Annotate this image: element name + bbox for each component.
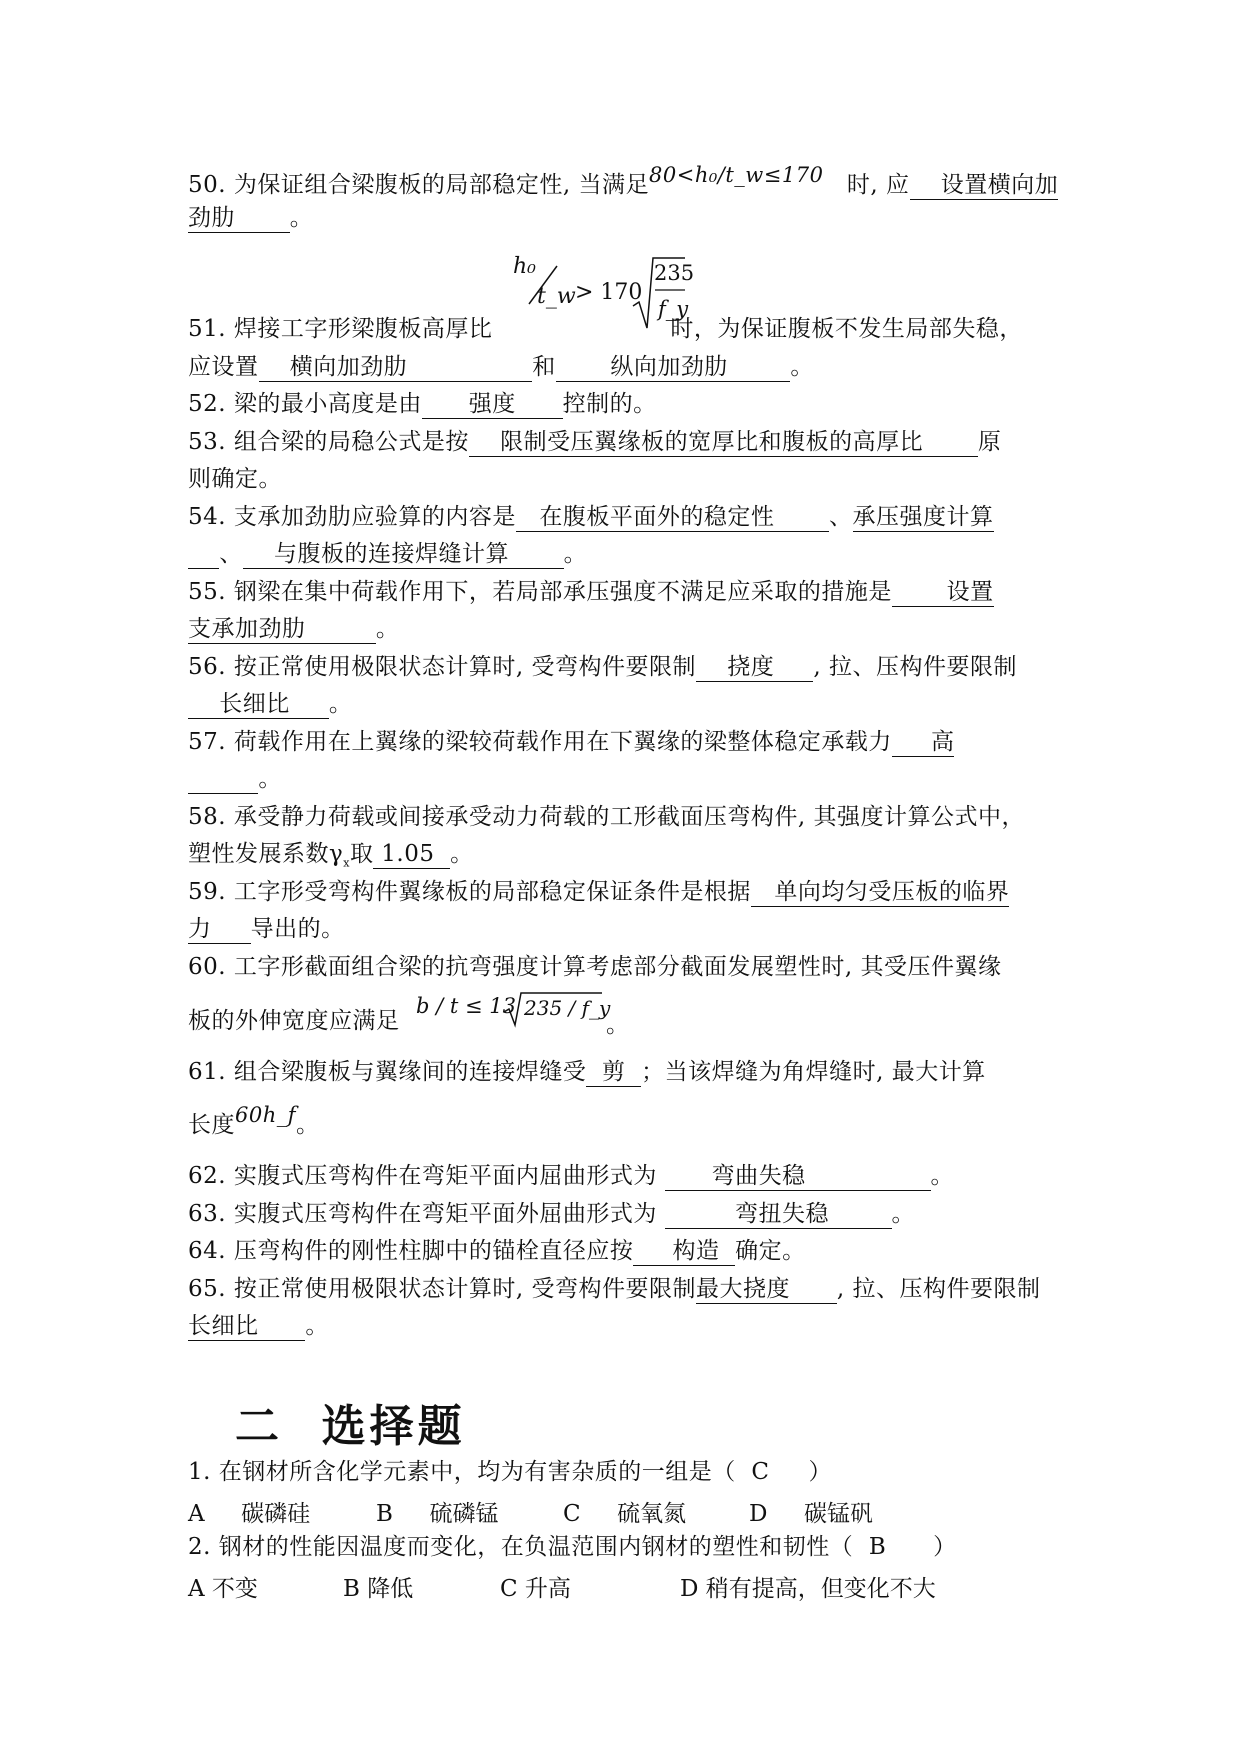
formula-operator: > 170 [575,280,643,305]
choice-1-option-b: B 硫磷锰 [376,1501,499,1527]
question-text: 取 [349,841,374,867]
question-60-line2 [188,1006,400,1036]
question-text: 57. 荷载作用在上翼缘的梁较荷载作用在下翼缘的梁整体稳定承载力 [188,729,892,755]
formula: 80<h₀/t_w≤170 [649,163,824,187]
answer: 长细比 [188,1313,306,1339]
question-text: 56. 按正常使用极限状态计算时, 受弯构件要限制 [188,654,697,680]
question-text: 53. 组合梁的局稳公式是按 [188,429,469,455]
question-text: 时，为保证腹板不发生局部失稳， [670,316,1023,342]
answer: 弯扭失稳 [664,1201,892,1227]
question-59-line1 [188,877,1009,907]
punctuation: 。 [790,354,814,380]
question-text: 应设置 [188,354,259,380]
question-65-line1 [188,1274,1041,1304]
sqrt-denominator: f_y [658,297,689,321]
punctuation: 。 [606,1012,629,1038]
fraction-denominator: t_w [537,284,576,309]
choice-1-option-d: D 碳锰矾 [749,1501,873,1527]
punctuation: 。 [450,841,474,867]
question-text: 和 [532,354,556,380]
question-text: ；当该焊缝为角焊缝时, 最大计算 [641,1059,986,1085]
choice-2-option-d: D 稍有提高，但变化不大 [680,1576,936,1602]
question-56-line2 [188,689,352,719]
answer: 限制受压翼缘板的宽厚比和腹板的高厚比 [468,429,978,455]
punctuation: 。 [930,1163,955,1189]
question-text: 则确定。 [188,466,282,492]
choice-2-option-c: C 升高 [500,1576,571,1602]
formula-lhs: b / t ≤ 13 [416,994,516,1018]
question-text: 原 [977,429,1002,455]
question-text: , 拉、压构件要限制 [836,1276,1041,1302]
answer [188,541,219,569]
question-text: 54. 支承加劲肋应验算的内容是 [188,504,516,530]
question-text: 63. 实腹式压弯构件在弯矩平面外屈曲形式为 [188,1201,657,1227]
question-text: 61. 组合梁腹板与翼缘间的连接焊缝受 [188,1059,587,1085]
answer: 弯曲失稳 [664,1163,931,1189]
answer: 最大挠度 [696,1276,837,1302]
answer: 在腹板平面外的稳定性 [515,504,830,530]
question-57-line2 [188,764,282,794]
question-text: 59. 工字形受弯构件翼缘板的局部稳定保证条件是根据 [188,879,751,905]
question-59-line2 [188,914,345,944]
question-56-line1 [188,652,1017,682]
question-61-line1 [188,1057,986,1087]
question-text: , 拉、压构件要限制 [813,654,1017,680]
question-65-line2 [188,1311,329,1341]
answer: 构造 [633,1238,736,1264]
answer: 劲肋 [188,205,290,231]
question-58-line1 [188,802,1025,832]
answer [188,766,258,794]
formula-radicand: 235 / f_y [524,996,611,1020]
choice-question-1: 1. 在钢材所含化学元素中，均为有害杂质的一组是（ C ） [188,1459,833,1485]
question-text: 确定。 [735,1238,806,1264]
question-text: 52. 梁的最小高度是由 [188,391,422,417]
question-62 [188,1161,954,1191]
punctuation: 、 [829,504,853,530]
question-54-line1 [188,502,994,532]
fraction-numerator: h₀ [513,254,536,279]
question-text: 控制的。 [562,391,657,417]
question-50-line2 [188,203,313,233]
question-text: 65. 按正常使用极限状态计算时, 受弯构件要限制 [188,1276,697,1302]
question-text: 62. 实腹式压弯构件在弯矩平面内屈曲形式为 [188,1163,657,1189]
question-text: 长度 [188,1112,235,1138]
punctuation: 。 [296,1112,320,1138]
question-text: 时, 应 [846,172,910,198]
answer: 设置横向加 [909,172,1059,198]
question-54-line2 [188,539,587,569]
answer: 剪 [586,1059,642,1085]
question-51-line2 [188,352,814,382]
question-text: 60. 工字形截面组合梁的抗弯强度计算考虑部分截面发展塑性时, 其受压件翼缘 [188,954,1002,980]
sqrt-numerator: 235 [654,261,695,285]
question-text: 51. 焊接工字形梁腹板高厚比 [188,316,493,342]
question-64 [188,1236,806,1266]
question-text: 58. 承受静力荷载或间接承受动力荷载的工形截面压弯构件, 其强度计算公式中， [188,804,1026,830]
question-60-line1 [188,952,1002,982]
answer: 与腹板的连接焊缝计算 [242,541,564,567]
answer: 设置 [891,579,994,605]
question-text: 塑性发展系数γ [188,841,344,867]
question-57-line1 [188,727,954,757]
choice-question-2: 2. 钢材的性能因温度而变化，在负温范围内钢材的塑性和韧性（ B ） [188,1534,957,1560]
choice-1-option-a: A 碳磷硅 [188,1501,311,1527]
question-58-line2 [188,839,474,879]
punctuation: 。 [563,541,588,567]
choice-1-option-c: C 硫氧氮 [563,1501,687,1527]
answer: 承压强度计算 [852,504,994,530]
question-text: 64. 压弯构件的刚性柱脚中的锚栓直径应按 [188,1238,634,1264]
question-text: 55. 钢梁在集中荷载作用下，若局部承压强度不满足应采取的措施是 [188,579,892,605]
answer: 挠度 [696,654,814,680]
question-55-line1 [188,577,994,607]
punctuation: 。 [258,766,282,792]
question-63 [188,1199,915,1229]
punctuation: 。 [289,205,314,231]
formula-60 [416,990,629,1038]
answer: 横向加劲肋 [258,354,533,380]
section-heading: 二 选择题 [235,1401,466,1452]
answer: 单向均匀受压板的临界 [750,879,1010,905]
question-text: 50. 为保证组合梁腹板的局部稳定性, 当满足 [188,172,650,198]
punctuation: 、 [219,541,243,567]
punctuation: 。 [328,691,353,717]
question-text: 板的外伸宽度应满足 [188,1008,400,1034]
question-50-line1 [188,163,1059,200]
question-53-line2 [188,464,282,494]
punctuation: 。 [375,616,400,642]
formula: 60h_f [235,1103,297,1127]
answer: 1.05 [373,841,451,867]
answer: 纵向加劲肋 [555,354,791,380]
answer: 高 [891,729,955,755]
question-61-line2 [188,1103,320,1140]
punctuation: 。 [891,1201,915,1227]
answer: 强度 [421,391,563,417]
question-52 [188,389,657,419]
choice-2-option-b: B 降低 [343,1576,414,1602]
choice-2-option-a: A 不变 [188,1576,258,1602]
answer: 力 [188,916,251,942]
answer: 长细比 [188,691,329,717]
question-53-line1 [188,427,1001,457]
punctuation: 。 [305,1313,329,1339]
question-51-line1 [188,314,1023,344]
subscript: x [343,856,350,870]
answer: 支承加劲肋 [188,616,376,642]
question-55-line2 [188,614,399,644]
question-text: 导出的。 [250,916,345,942]
